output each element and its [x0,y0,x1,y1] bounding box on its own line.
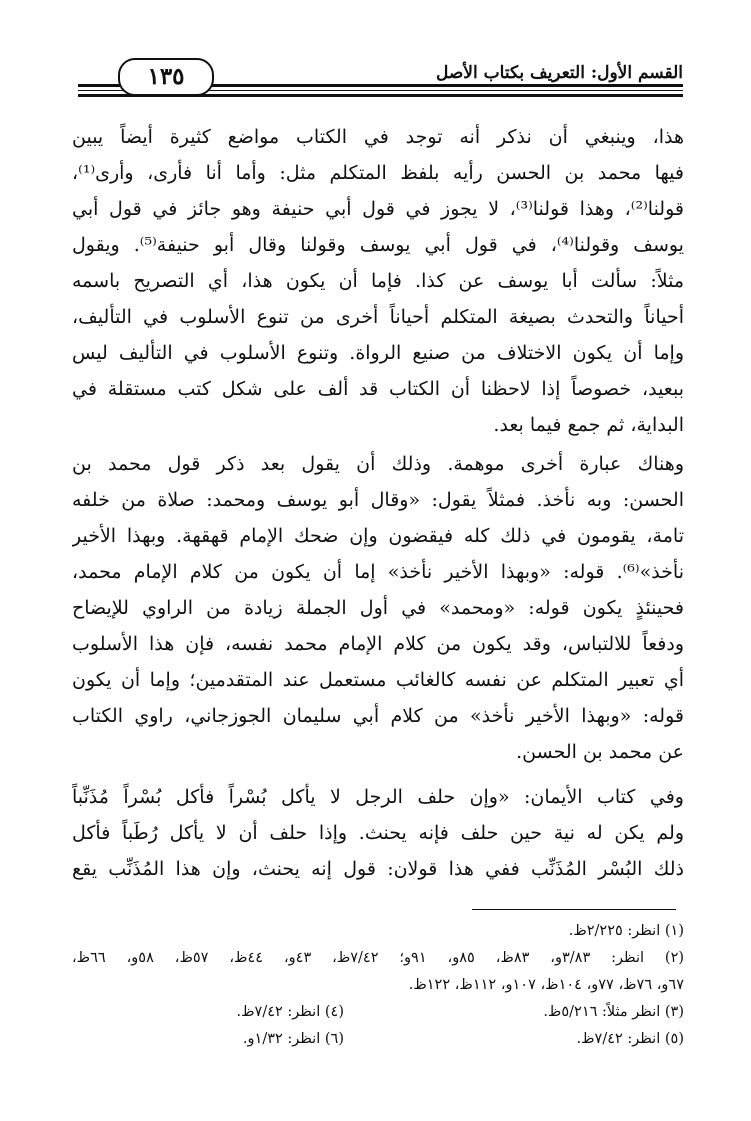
paragraph-3 [72,779,684,887]
text-line: أحياناً والتحدث بصيغة المتكلم أحياناً أخرى من تنوع الأسلوب في التأليف، [72,306,684,328]
text-line: ببعيد، خصوصاً إذا لاحظنا أن الكتاب قد ألف على شكل كتب مستقلة في [72,378,684,400]
text-line: هذا، وينبغي أن نذكر أنه توجد في الكتاب مواضع كثيرة أيضاً يبين [72,126,684,148]
text-line: قوله: «وبهذا الأخير نأخذ» من كلام أبي سليمان الجوزجاني، راوي الكتاب [72,705,684,727]
footnote-4: (٤) انظر: ٧/٤٢ظ. [236,1004,344,1020]
text-line: وفي كتاب الأيمان: «وإن حلف الرجل لا يأكل بُسْراً فأكل بُسْراً مُذَنِّباً [72,786,684,808]
footnote-row [72,1026,684,1053]
text-line: ولم يكن له نية حين حلف فإنه يحنث. وإذا حلف أن لا يأكل رُطَباً فأكل [72,822,684,844]
text-line: مثلاً: سألت أبا يوسف عن كذا. فإما أن يكون هذا، أي التصريح باسمه [72,270,684,292]
text-line: يوسف وقولنا⁽⁴⁾، في قول أبي يوسف وقولنا وقال أبو حنيفة⁽⁵⁾. ويقول [72,234,684,256]
footnote-2-continued: ٦٧و، ٧٦ظ، ٧٧و، ١٠٤ظ، ١٠٧و، ١١٢ظ، ١٢٢ظ. [408,977,684,993]
text-line: البداية، ثم جمع فيما بعد. [493,414,684,436]
text-line: عن محمد بن الحسن. [516,741,684,763]
text-line: ودفعاً للالتباس، وقد يكون من كلام الإمام محمد نفسه، فإن هذا الأسلوب [72,633,684,655]
footnote-3: (٣) انظر مثلاً: ٥/٢١٦ظ. [543,1004,684,1020]
text-line: ذلك البُسْر المُذَنِّب ففي هذا قولان: قول إنه يحنث، وإن هذا المُذَنِّب يقع [72,858,684,880]
footnote-6: (٦) انظر: ١/٣٢و. [242,1031,344,1047]
footnote-row [72,999,684,1026]
text-line: قولنا⁽²⁾، وهذا قولنا⁽³⁾، لا يجوز في قول أبي حنيفة وهو جائز في قول أبي [72,198,684,220]
footnote-2: (٢) انظر: ٣/٨٣و، ٨٣ظ، ٨٥و، ٩١و؛ ٧/٤٢ظ، ٤٣و، ٤٤ظ، ٥٧ظ، ٥٨و، ٦٦ظ، [72,950,684,966]
page-header [78,58,683,102]
paragraph-2 [72,446,684,770]
text-line: وهناك عبارة أخرى موهمة. وذلك أن يقول بعد ذكر قول محمد بن [72,453,684,475]
text-line: نأخذ»⁽⁶⁾. قوله: «وبهذا الأخير نأخذ» إما أن يكون من كلام الإمام محمد، [72,561,684,583]
footnote-5: (٥) انظر: ٧/٤٢ظ. [576,1031,684,1047]
footnotes [72,918,684,1053]
page-number: ١٣٥ [118,58,214,96]
text-line: وإما أن يكون الاختلاف من صنيع الرواة. وتنوع الأسلوب في التأليف ليس [72,342,684,364]
footnote-1: (١) انظر: ٢/٢٢٥ظ. [568,923,684,939]
footnote-separator [472,909,676,910]
text-line: فحينئذٍ يكون قوله: «ومحمد» في أول الجملة زيادة من الراوي للإيضاح [72,597,684,619]
paragraph-1 [72,119,684,443]
text-line: فيها محمد بن الحسن رأيه بلفظ المتكلم مثل: وأما أنا فأرى، وأرى⁽¹⁾، [72,162,684,184]
text-line: تامة، يقومون في ذلك كله فيقضون وإن ضحك الإمام قهقهة. وبهذا الأخير [72,525,684,547]
text-line: أي تعبير المتكلم عن نفسه كالغائب مستعمل عند المتقدمين؛ وإما أن يكون [72,669,684,691]
text-line: الحسن: وبه نأخذ. فمثلاً يقول: «وقال أبو يوسف ومحمد: صلاة من خلفه [72,489,684,511]
running-header-title: القسم الأول: التعريف بكتاب الأصل [435,63,683,83]
